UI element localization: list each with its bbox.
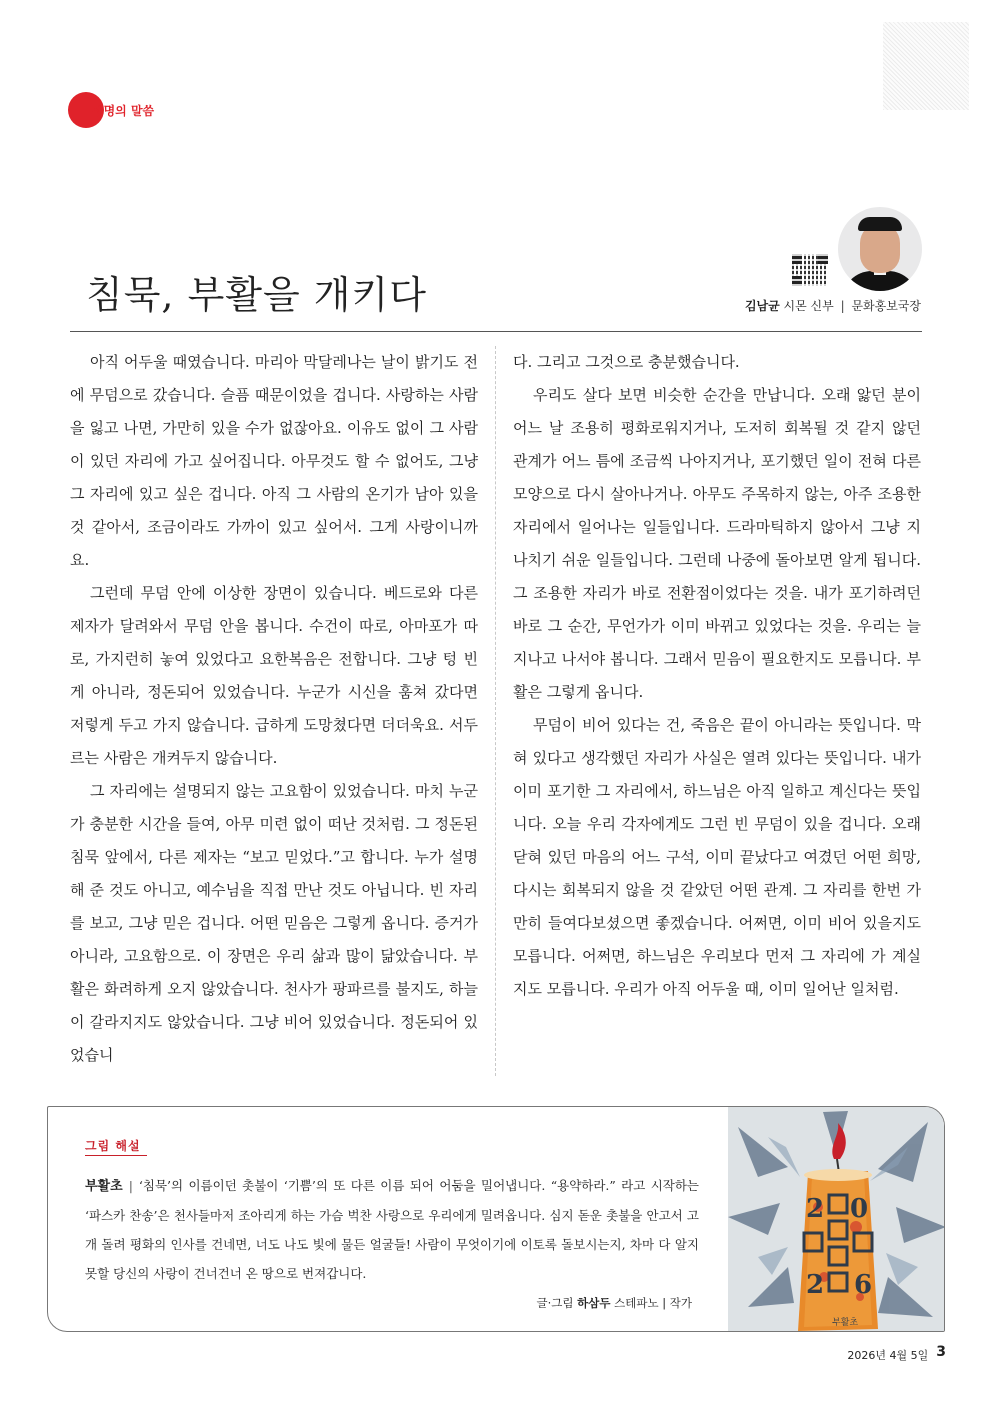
author-role: 시몬 신부 — [783, 299, 834, 313]
caption-body — [85, 1171, 699, 1288]
section-marker — [68, 92, 154, 128]
paragraph: 무덤이 비어 있다는 건, 죽음은 끝이 아니라는 뜻입니다. 막혀 있다고 생각했던 자리가 사실은 열려 있다는 뜻입니다. 내가 이미 포기한 그 자리에서, 하느님은 아직 일하고 계신다는 뜻입니다. 오늘 우리 각자에게도 그런 빈 무덤이 있을 겁니다. 오래 닫혀 있던 마음의 어느 구석, 이미 끝났다고 여겼던 어떤 희망, 다시는 회복되지 않을 것 같았던 어떤 관계. 그 자리를 한번 가만히 들여다보셨으면 좋겠습니다. 어쩌면, 이미 비어 있을지도 모릅니다. 어쩌면, 하느님은 우리보다 먼저 그 자리에 가 계실지도 모릅니다. 우리가 아직 어두울 때, 이미 일어난 일처럼. — [513, 716, 921, 998]
author-position: 문화홍보국장 — [851, 299, 921, 313]
paragraph: 그 자리에는 설명되지 않는 고요함이 있었습니다. 마치 누군가 충분한 시간을 들여, 아무 미련 없이 떠난 것처럼. 그 정돈된 침묵 앞에서, 다른 제자는 “보고 믿었다.”고 합니다. 누가 설명해 준 것도 아니고, 예수님을 직접 만난 것도 아닙니다. 빈 자리를 보고, 그냥 믿은 겁니다. 어떤 믿음은 그렇게 옵니다. 증거가 아니라, 고요함으로. 이 장면은 우리 삶과 많이 닮았습니다. 부활은 화려하게 오지 않았습니다. 천사가 팡파르를 불지도, 하늘이 갈라지지도 않았습니다. 그냥 비어 있었습니다. 정돈되어 있었습니 — [70, 782, 478, 1064]
author-name: 김남균 — [744, 299, 780, 313]
issue-date: 2026년 4월 5일 — [847, 1349, 929, 1362]
article-column-right — [513, 346, 921, 1006]
page-number: 3 — [936, 1344, 946, 1360]
caption-credit — [537, 1295, 692, 1311]
paragraph: 그런데 무덤 안에 이상한 장면이 있습니다. 베드로와 다른 제자가 달려와서 무덤 안을 봅니다. 수건이 따로, 아마포가 따로, 가지런히 놓여 있었다고 요한복음은 전합니다. 그냥 텅 빈 게 아니라, 정돈되어 있었습니다. 누군가 시신을 훔쳐 갔다면 저렇게 두고 가지 않습니다. 급하게 도망쳤다면 더더욱요. 서두르는 사람은 개켜두지 않습니다. — [70, 584, 478, 767]
artist-baptismal-name: 스테파노 — [614, 1296, 659, 1310]
artist-role: 작가 — [669, 1296, 692, 1310]
author-photo — [838, 207, 922, 291]
painting-signature: 부활초 — [832, 1318, 859, 1328]
column-divider — [495, 346, 496, 1076]
credit-separator: | — [662, 1296, 670, 1310]
paragraph: 아직 어두울 때였습니다. 마리아 막달레나는 날이 밝기도 전에 무덤으로 갔습니다. 슬픔 때문이었을 겁니다. 사랑하는 사람을 잃고 나면, 가만히 있을 수가 없잖아요. 이유도 없이 그 사람이 있던 자리에 가고 싶어집니다. 아무것도 할 수 없어도, 그냥 그 자리에 있고 싶은 겁니다. 아직 그 사람의 온기가 남아 있을 것 같아서, 조금이라도 가까이 있고 싶어서. 그게 사랑이니까요. — [70, 353, 478, 569]
article-column-left — [70, 346, 478, 1072]
caption-separator: | — [128, 1178, 133, 1193]
caption-term: 부활초 — [85, 1179, 123, 1194]
qr-code-icon[interactable] — [792, 254, 828, 286]
corner-texture — [883, 22, 969, 110]
painting-digit: 0 — [850, 1194, 869, 1224]
easter-candle-painting — [728, 1107, 945, 1332]
section-label: 생명의 말씀 — [92, 103, 155, 118]
painting-svg — [728, 1107, 945, 1332]
paragraph: 우리도 살다 보면 비슷한 순간을 만납니다. 오래 앓던 분이 어느 날 조용히 평화로워지거나, 도저히 회복될 것 같지 않던 관계가 어느 틈에 조금씩 나아지거나, 포기했던 일이 전혀 다른 모양으로 다시 살아나거나. 아무도 주목하지 않는, 아주 조용한 자리에서 일어나는 일들입니다. 드라마틱하지 않아서 그냥 지나치기 쉬운 일들입니다. 그런데 나중에 돌아보면 알게 됩니다. 그 조용한 자리가 바로 전환점이었다는 것을. 내가 포기하려던 바로 그 순간, 무언가가 이미 바뀌고 있었다는 것을. 우리는 늘 지나고 나서야 봅니다. 그래서 믿음이 필요한지도 모릅니다. 부활은 그렇게 옵니다. — [513, 386, 921, 701]
paragraph: 다. 그리고 그것으로 충분했습니다. — [513, 353, 740, 371]
artist-name: 하삼두 — [577, 1296, 611, 1310]
article-title: 침묵, 부활을 개키다 — [86, 273, 427, 317]
caption-heading-underline — [85, 1155, 147, 1156]
author-byline — [745, 297, 921, 314]
caption-heading: 그림 해설 — [85, 1139, 141, 1153]
byline-separator: | — [840, 299, 845, 313]
credit-prefix: 글·그림 — [536, 1296, 574, 1310]
caption-text: ‘침묵’의 이름이던 촛불이 ‘기쁨’의 또 다른 이름 되어 어둠을 밀어냅니다. “용약하라.” 라고 시작하는 ‘파스카 찬송’은 천사들마저 조아리게 하는 가슴 벅찬 사랑으로 우리에게 밀려옵니다. 심지 돋운 촛불을 안고서 고개 돌려 평화의 인사를 건네면, 너도 나도 빛에 물든 얼굴들! 사람이 무엇이기에 이토록 돌보시는지, 차마 다 알지 못할 당신의 사랑이 건너건너 온 땅으로 번져갑니다. — [85, 1178, 699, 1281]
painting-digit: 2 — [806, 1270, 825, 1300]
painting-digit: 6 — [854, 1270, 873, 1300]
caption-box — [47, 1106, 945, 1332]
title-rule — [70, 331, 922, 332]
painting-digit: 2 — [806, 1194, 825, 1224]
